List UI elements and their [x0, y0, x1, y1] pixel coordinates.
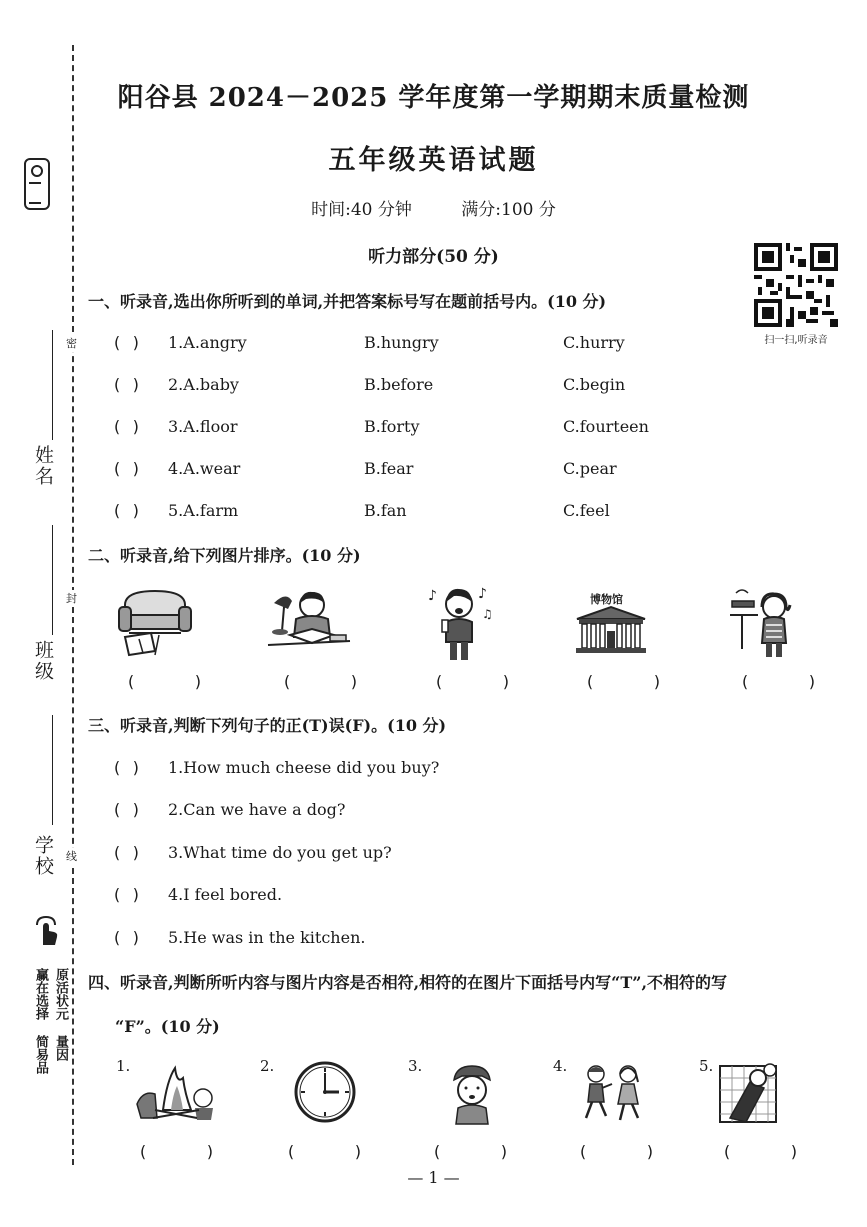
- s4-number-1: 1.: [116, 1057, 131, 1075]
- s1-item-5-b: B.fan: [364, 501, 407, 520]
- side-note-3: 简易品: [33, 1035, 48, 1074]
- school-label: 学校: [32, 835, 54, 877]
- clock-picture-icon: [293, 1060, 357, 1124]
- section2-heading: 二、听录音,给下列图片排序。(10 分): [88, 546, 361, 565]
- s3-answer-paren-4[interactable]: ( ): [112, 885, 141, 904]
- worried-boy-picture-icon: [446, 1062, 496, 1126]
- s4-answer-paren-2[interactable]: ( ): [286, 1142, 364, 1161]
- school-write-line[interactable]: [52, 715, 53, 825]
- s1-item-2: 2.A.baby: [168, 375, 239, 394]
- s1-item-1: 1.A.angry: [168, 333, 247, 352]
- s3-sentence-5: 5.He was in the kitchen.: [168, 928, 366, 947]
- s1-item-3-c: C.fourteen: [563, 417, 649, 436]
- s1-answer-paren-4[interactable]: ( ): [112, 459, 141, 478]
- s4-number-5: 5.: [699, 1057, 714, 1075]
- s4-answer-paren-5[interactable]: ( ): [722, 1142, 800, 1161]
- hand-pointer-icon: [34, 915, 60, 947]
- s1-item-3-b: B.forty: [364, 417, 420, 436]
- s1-item-4: 4.A.wear: [168, 459, 241, 478]
- listening-part-title: 听力部分(50 分): [368, 247, 499, 267]
- section4-heading-line1: 四、听录音,判断所听内容与图片内容是否相符,相符的在图片下面括号内写“T”,不相符的写: [88, 973, 728, 992]
- s2-answer-paren-1[interactable]: ( ): [126, 672, 204, 691]
- s1-answer-paren-2[interactable]: ( ): [112, 375, 141, 394]
- s1-item-2-c: C.begin: [563, 375, 626, 394]
- cut-mark-feng: 封: [66, 592, 77, 605]
- s3-sentence-2: 2.Can we have a dog?: [168, 800, 346, 819]
- section1-heading: 一、听录音,选出你所听到的单词,并把答案标号写在题前括号内。(10 分): [88, 292, 607, 311]
- s3-sentence-1: 1.How much cheese did you buy?: [168, 758, 440, 777]
- s2-answer-paren-2[interactable]: ( ): [282, 672, 360, 691]
- s1-item-3: 3.A.floor: [168, 417, 238, 436]
- s1-item-5: 5.A.farm: [168, 501, 239, 520]
- svg-text:♪: ♪: [428, 588, 437, 604]
- girl-cooking-picture-icon: [728, 585, 800, 661]
- s3-answer-paren-3[interactable]: ( ): [112, 843, 141, 862]
- cut-mark-mi: 密: [66, 337, 77, 350]
- singing-boy-picture-icon: [424, 582, 494, 662]
- svg-text:♫: ♫: [482, 607, 493, 621]
- qr-caption: 扫一扫,听录音: [764, 335, 828, 346]
- exam-meta: [0, 195, 867, 220]
- s1-item-4-b: B.fear: [364, 459, 414, 478]
- s1-item-1-c: C.hurry: [563, 333, 625, 352]
- s1-answer-paren-3[interactable]: ( ): [112, 417, 141, 436]
- page-number: — 1 —: [407, 1168, 460, 1187]
- sofa-picture-icon: [115, 585, 195, 657]
- museum-picture-icon: [573, 605, 649, 655]
- s4-answer-paren-1[interactable]: ( ): [138, 1142, 216, 1161]
- s3-sentence-4: 4.I feel bored.: [168, 885, 283, 904]
- name-label: 姓名: [32, 445, 54, 487]
- s1-item-1-b: B.hungry: [364, 333, 439, 352]
- side-note-2: 原活状元: [53, 968, 68, 1020]
- svg-text:♪: ♪: [478, 586, 487, 602]
- s3-answer-paren-5[interactable]: ( ): [112, 928, 141, 947]
- goalkeeper-picture-icon: [716, 1058, 780, 1126]
- side-note-4: 量因: [53, 1035, 68, 1061]
- section3-heading: 三、听录音,判断下列句子的正(T)误(F)。(10 分): [88, 716, 447, 735]
- s2-answer-paren-3[interactable]: ( ): [434, 672, 512, 691]
- class-label: 班级: [32, 640, 54, 682]
- exam-score: 满分:100 分: [461, 200, 556, 220]
- s2-answer-paren-4[interactable]: ( ): [585, 672, 663, 691]
- s1-item-5-c: C.feel: [563, 501, 610, 520]
- s3-answer-paren-1[interactable]: ( ): [112, 758, 141, 777]
- s4-number-2: 2.: [260, 1057, 275, 1075]
- s1-item-2-b: B.before: [364, 375, 434, 394]
- class-write-line[interactable]: [52, 525, 53, 635]
- side-note-1: 赢在选择: [33, 968, 48, 1020]
- campfire-picture-icon: [133, 1060, 219, 1124]
- kids-playing-picture-icon: [578, 1062, 648, 1126]
- exam-time: 时间:40 分钟: [311, 200, 412, 220]
- s4-number-4: 4.: [553, 1057, 568, 1075]
- s2-answer-paren-5[interactable]: ( ): [740, 672, 818, 691]
- s3-answer-paren-2[interactable]: ( ): [112, 800, 141, 819]
- cut-mark-xian: 线: [66, 850, 77, 863]
- exam-subtitle: 五年级英语试题: [328, 145, 539, 176]
- s1-answer-paren-1[interactable]: ( ): [112, 333, 141, 352]
- s3-sentence-3: 3.What time do you get up?: [168, 843, 392, 862]
- s4-answer-paren-3[interactable]: ( ): [432, 1142, 510, 1161]
- name-write-line[interactable]: [52, 330, 53, 440]
- qr-code-icon[interactable]: [754, 243, 838, 327]
- s4-number-3: 3.: [408, 1057, 423, 1075]
- exam-title: 阳谷县 2024－2025 学年度第一学期期末质量检测: [117, 83, 750, 113]
- s1-item-4-c: C.pear: [563, 459, 617, 478]
- section4-heading-line2: “F”。(10 分): [115, 1017, 220, 1036]
- museum-label: 博物馆: [590, 593, 623, 606]
- s1-answer-paren-5[interactable]: ( ): [112, 501, 141, 520]
- boy-reading-picture-icon: [266, 585, 352, 657]
- s4-answer-paren-4[interactable]: ( ): [578, 1142, 656, 1161]
